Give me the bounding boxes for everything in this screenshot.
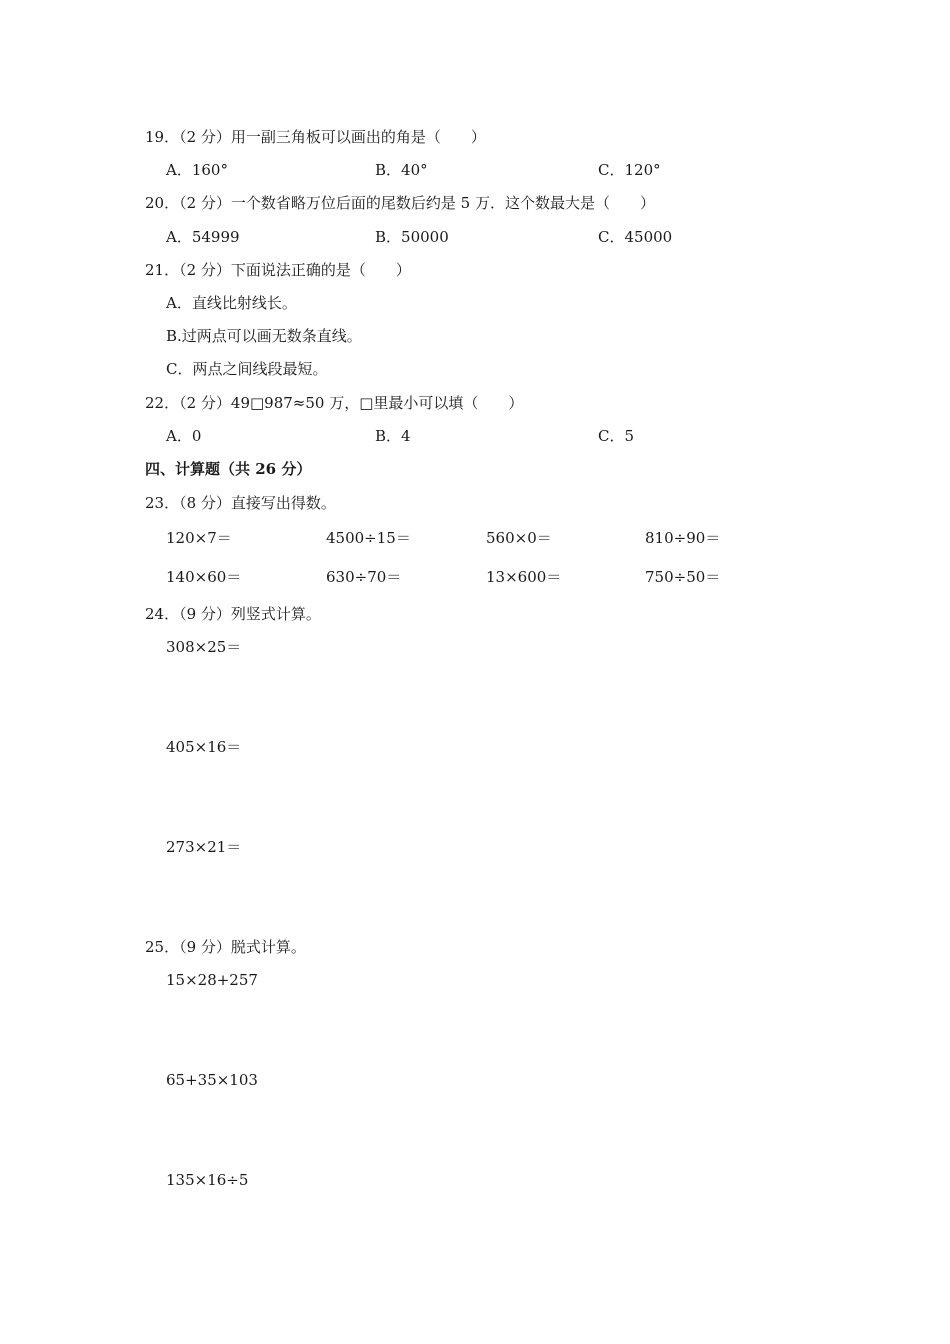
- oral-calc-item: 810÷90＝: [645, 529, 721, 547]
- question-20-stem: 20．（2 分）一个数省略万位后面的尾数后约是 5 万．这个数最大是（ ）: [145, 194, 655, 212]
- vertical-calc-item: 308×25＝: [166, 638, 242, 656]
- vertical-calc-item: 405×16＝: [166, 738, 242, 756]
- question-20-option-a: A．54999: [166, 228, 240, 246]
- question-19-option-a: A．160°: [166, 161, 228, 179]
- question-22-stem: 22．（2 分）49□987≈50 万，□里最小可以填（ ）: [145, 394, 524, 412]
- stepwise-calc-item: 135×16÷5: [166, 1171, 249, 1189]
- oral-calc-item: 4500÷15＝: [326, 529, 411, 547]
- stepwise-calc-item: 15×28+257: [166, 971, 258, 989]
- vertical-calc-item: 273×21＝: [166, 838, 242, 856]
- oral-calc-item: 560×0＝: [486, 529, 552, 547]
- question-21-stem: 21．（2 分）下面说法正确的是（ ）: [145, 261, 411, 279]
- oral-calc-item: 13×600＝: [486, 568, 562, 586]
- question-19-stem: 19．（2 分）用一副三角板可以画出的角是（ ）: [145, 128, 486, 146]
- question-19-option-b: B．40°: [375, 161, 428, 179]
- question-22-option-c: C．5: [598, 427, 635, 445]
- question-20-option-b: B．50000: [375, 228, 449, 246]
- question-23-stem: 23．（8 分）直接写出得数。: [145, 494, 336, 512]
- question-21-option-c: C．两点之间线段最短。: [166, 360, 328, 378]
- question-21-option-a: A．直线比射线长。: [166, 294, 297, 312]
- oral-calc-item: 630÷70＝: [326, 568, 402, 586]
- question-25-stem: 25．（9 分）脱式计算。: [145, 938, 306, 956]
- question-20-option-c: C．45000: [598, 228, 673, 246]
- question-19-option-c: C．120°: [598, 161, 661, 179]
- question-22-option-b: B．4: [375, 427, 411, 445]
- oral-calc-item: 140×60＝: [166, 568, 242, 586]
- stepwise-calc-item: 65+35×103: [166, 1071, 258, 1089]
- oral-calc-item: 120×7＝: [166, 529, 232, 547]
- question-22-option-a: A．0: [166, 427, 202, 445]
- section-title: 四、计算题（共 26 分）: [145, 460, 312, 478]
- oral-calc-item: 750÷50＝: [645, 568, 721, 586]
- question-24-stem: 24．（9 分）列竖式计算。: [145, 605, 321, 623]
- question-21-option-b: B.过两点可以画无数条直线。: [166, 327, 362, 345]
